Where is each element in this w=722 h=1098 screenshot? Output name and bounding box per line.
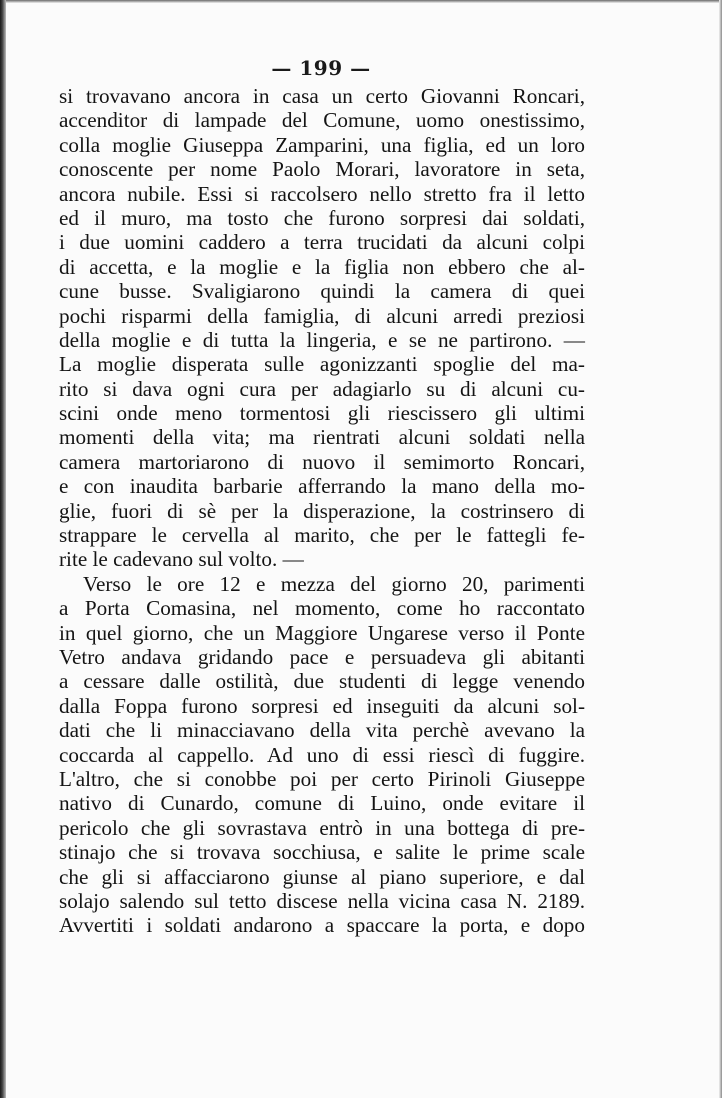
text-line: ed il muro, ma tosto che furono sorpresi dai soldati,	[59, 205, 585, 230]
text-line: della moglie e di tutta la lingeria, e se ne partirono. —	[59, 327, 585, 352]
text-line: momenti della vita; ma rientrati alcuni soldati nella	[59, 425, 585, 450]
page-number: — 199 —	[271, 56, 371, 80]
text-line: scini onde meno tormentosi gli riescissero gli ultimi	[59, 401, 585, 426]
text-line: rite le cadevano sul volto. —	[59, 547, 304, 572]
text-line: a Porta Comasina, nel momento, come ho raccontato	[59, 596, 585, 621]
page-top-edge	[0, 0, 722, 3]
text-line: colla moglie Giuseppa Zamparini, una figlia, ed un loro	[59, 132, 585, 157]
text-line: coccarda al cappello. Ad uno di essi riescì di fuggire.	[59, 742, 585, 767]
text-line: Verso le ore 12 e mezza del giorno 20, parimenti	[83, 571, 585, 596]
text-line: nativo di Cunardo, comune di Luino, onde evitare il	[59, 791, 585, 816]
text-line: in quel giorno, che un Maggiore Ungarese verso il Ponte	[59, 620, 585, 645]
text-line: a cessare dalle ostilità, due studenti di legge venendo	[59, 669, 585, 694]
text-line: si trovavano ancora in casa un certo Giovanni Roncari,	[59, 84, 585, 108]
text-line: conoscente per nome Paolo Morari, lavoratore in seta,	[59, 157, 585, 182]
text-line: camera martoriarono di nuovo il semimorto Roncari,	[59, 449, 585, 474]
text-line: accenditor di lampade del Comune, uomo onestissimo,	[59, 108, 585, 133]
text-line: cune busse. Svaligiarono quindi la camera di quei	[59, 279, 585, 304]
text-line: Vetro andava gridando pace e persuadeva gli abitanti	[59, 644, 585, 669]
text-line: e con inaudita barbarie afferrando la mano della mo-	[59, 474, 585, 499]
text-line: L'altro, che si conobbe poi per certo Pirinoli Giuseppe	[59, 766, 585, 791]
text-line: Avvertiti i soldati andarono a spaccare la porta, e dopo	[59, 913, 585, 938]
text-line: solajo salendo sul tetto discese nella vicina casa N. 2189.	[59, 888, 585, 913]
body-text	[59, 84, 585, 938]
text-line: strappare le cervella al marito, che per le fattegli fe-	[59, 523, 585, 548]
text-line: stinajo che si trovava socchiusa, e salite le prime scale	[59, 840, 585, 865]
page-binding-edge	[0, 0, 6, 1098]
text-line: glie, fuori di sè per la disperazione, la costrinsero di	[59, 498, 585, 523]
text-line: rito si dava ogni cura per adagiarlo su di alcuni cu-	[59, 376, 585, 401]
text-line: i due uomini caddero a terra trucidati da alcuni colpi	[59, 230, 585, 255]
text-line: di accetta, e la moglie e la figlia non ebbero che al-	[59, 254, 585, 279]
text-line: dati che li minacciavano della vita perchè avevano la	[59, 718, 585, 743]
text-line: che gli si affacciarono giunse al piano superiore, e dal	[59, 864, 585, 889]
text-line: pericolo che gli sovrastava entrò in una bottega di pre-	[59, 815, 585, 840]
text-line: dalla Foppa furono sorpresi ed inseguiti da alcuni sol-	[59, 693, 585, 718]
text-line: La moglie disperata sulle agonizzanti spoglie del ma-	[59, 352, 585, 377]
text-line: pochi risparmi della famiglia, di alcuni arredi preziosi	[59, 303, 585, 328]
text-line: ancora nubile. Essi si raccolsero nello stretto fra il letto	[59, 181, 585, 206]
